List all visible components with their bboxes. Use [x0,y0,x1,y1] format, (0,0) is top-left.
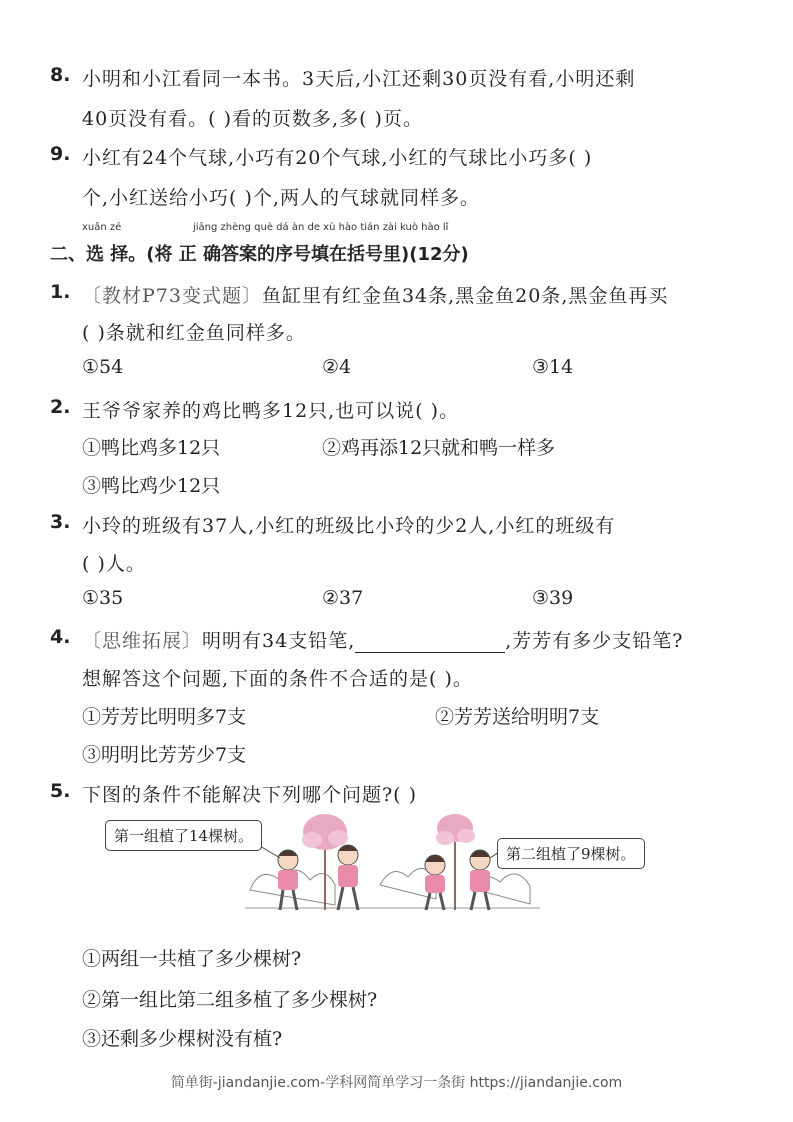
option: ①54 [82,356,124,378]
question-text: 王爷爷家养的鸡比鸭多12只,也可以说( )。 [82,400,460,422]
question-number: 2. [50,396,71,418]
question-text: 40页没有看。( )看的页数多,多( )页。 [82,108,423,130]
child-figure [278,850,298,910]
option: ②鸡再添12只就和鸭一样多 [322,437,556,459]
question-text: 小明和小江看同一本书。3天后,小江还剩30页没有看,小明还剩 [82,68,636,90]
option: ③鸭比鸡少12只 [82,475,221,497]
child-figure [470,850,490,910]
question-text [82,281,668,308]
page-footer: 简单街-jiandanjie.com-学科网简单学习一条街 https://jiandanjie.com [170,1075,623,1091]
option: ③明明比芳芳少7支 [82,744,247,766]
speech-bubble-left: 第一组植了14棵树。 [105,820,262,851]
pinyin-annotation: xuǎn zé [82,222,122,233]
pinyin-annotation: jiāng zhèng què dá àn de xù hào tián zài kuò hào lǐ [193,222,449,233]
question-text: ( )人。 [82,553,146,575]
question-text-body: 明明有34支铅笔, [202,630,356,652]
option: ②芳芳送给明明7支 [435,706,600,728]
question-tag: 〔教材P73变式题〕 [82,285,262,307]
question-number: 4. [50,626,71,648]
option: ②4 [322,356,352,378]
question-text-body: ,芳芳有多少支铅笔? [505,630,684,652]
question-text: 小玲的班级有37人,小红的班级比小玲的少2人,小红的班级有 [82,515,616,537]
child-figure [338,845,358,910]
option: ①芳芳比明明多7支 [82,706,247,728]
question-text: 想解答这个问题,下面的条件不合适的是( )。 [82,668,473,690]
speech-bubble-right: 第二组植了9棵树。 [497,838,645,869]
question-number: 1. [50,281,71,303]
option: ①35 [82,587,124,609]
option: ②37 [322,587,364,609]
option: ①鸭比鸡多12只 [82,437,221,459]
option: ③还剩多少棵树没有植? [82,1028,283,1050]
question-text: 个,小红送给小巧( )个,两人的气球就同样多。 [82,187,480,209]
question-number: 5. [50,780,71,802]
question-text-body: 鱼缸里有红金鱼34条,黑金鱼20条,黑金鱼再买 [261,285,669,307]
option: ①两组一共植了多少棵树? [82,948,302,970]
child-figure [425,855,445,910]
question-tag: 〔思维拓展〕 [82,630,203,652]
option: ②第一组比第二组多植了多少棵树? [82,989,378,1011]
answer-blank[interactable] [355,634,505,653]
question-text: ( )条就和红金鱼同样多。 [82,322,306,344]
option: ③14 [532,356,574,378]
question-number: 8. [50,64,71,86]
option: ③39 [532,587,574,609]
question-text: 下图的条件不能解决下列哪个问题?( ) [82,784,418,806]
question-text: 小红有24个气球,小巧有20个气球,小红的气球比小巧多( ) [82,147,593,169]
question-text [82,626,683,653]
section-title: 二、选 择。(将 正 确答案的序号填在括号里)(12分) [50,244,469,265]
question-number: 3. [50,511,71,533]
question-number: 9. [50,143,71,165]
